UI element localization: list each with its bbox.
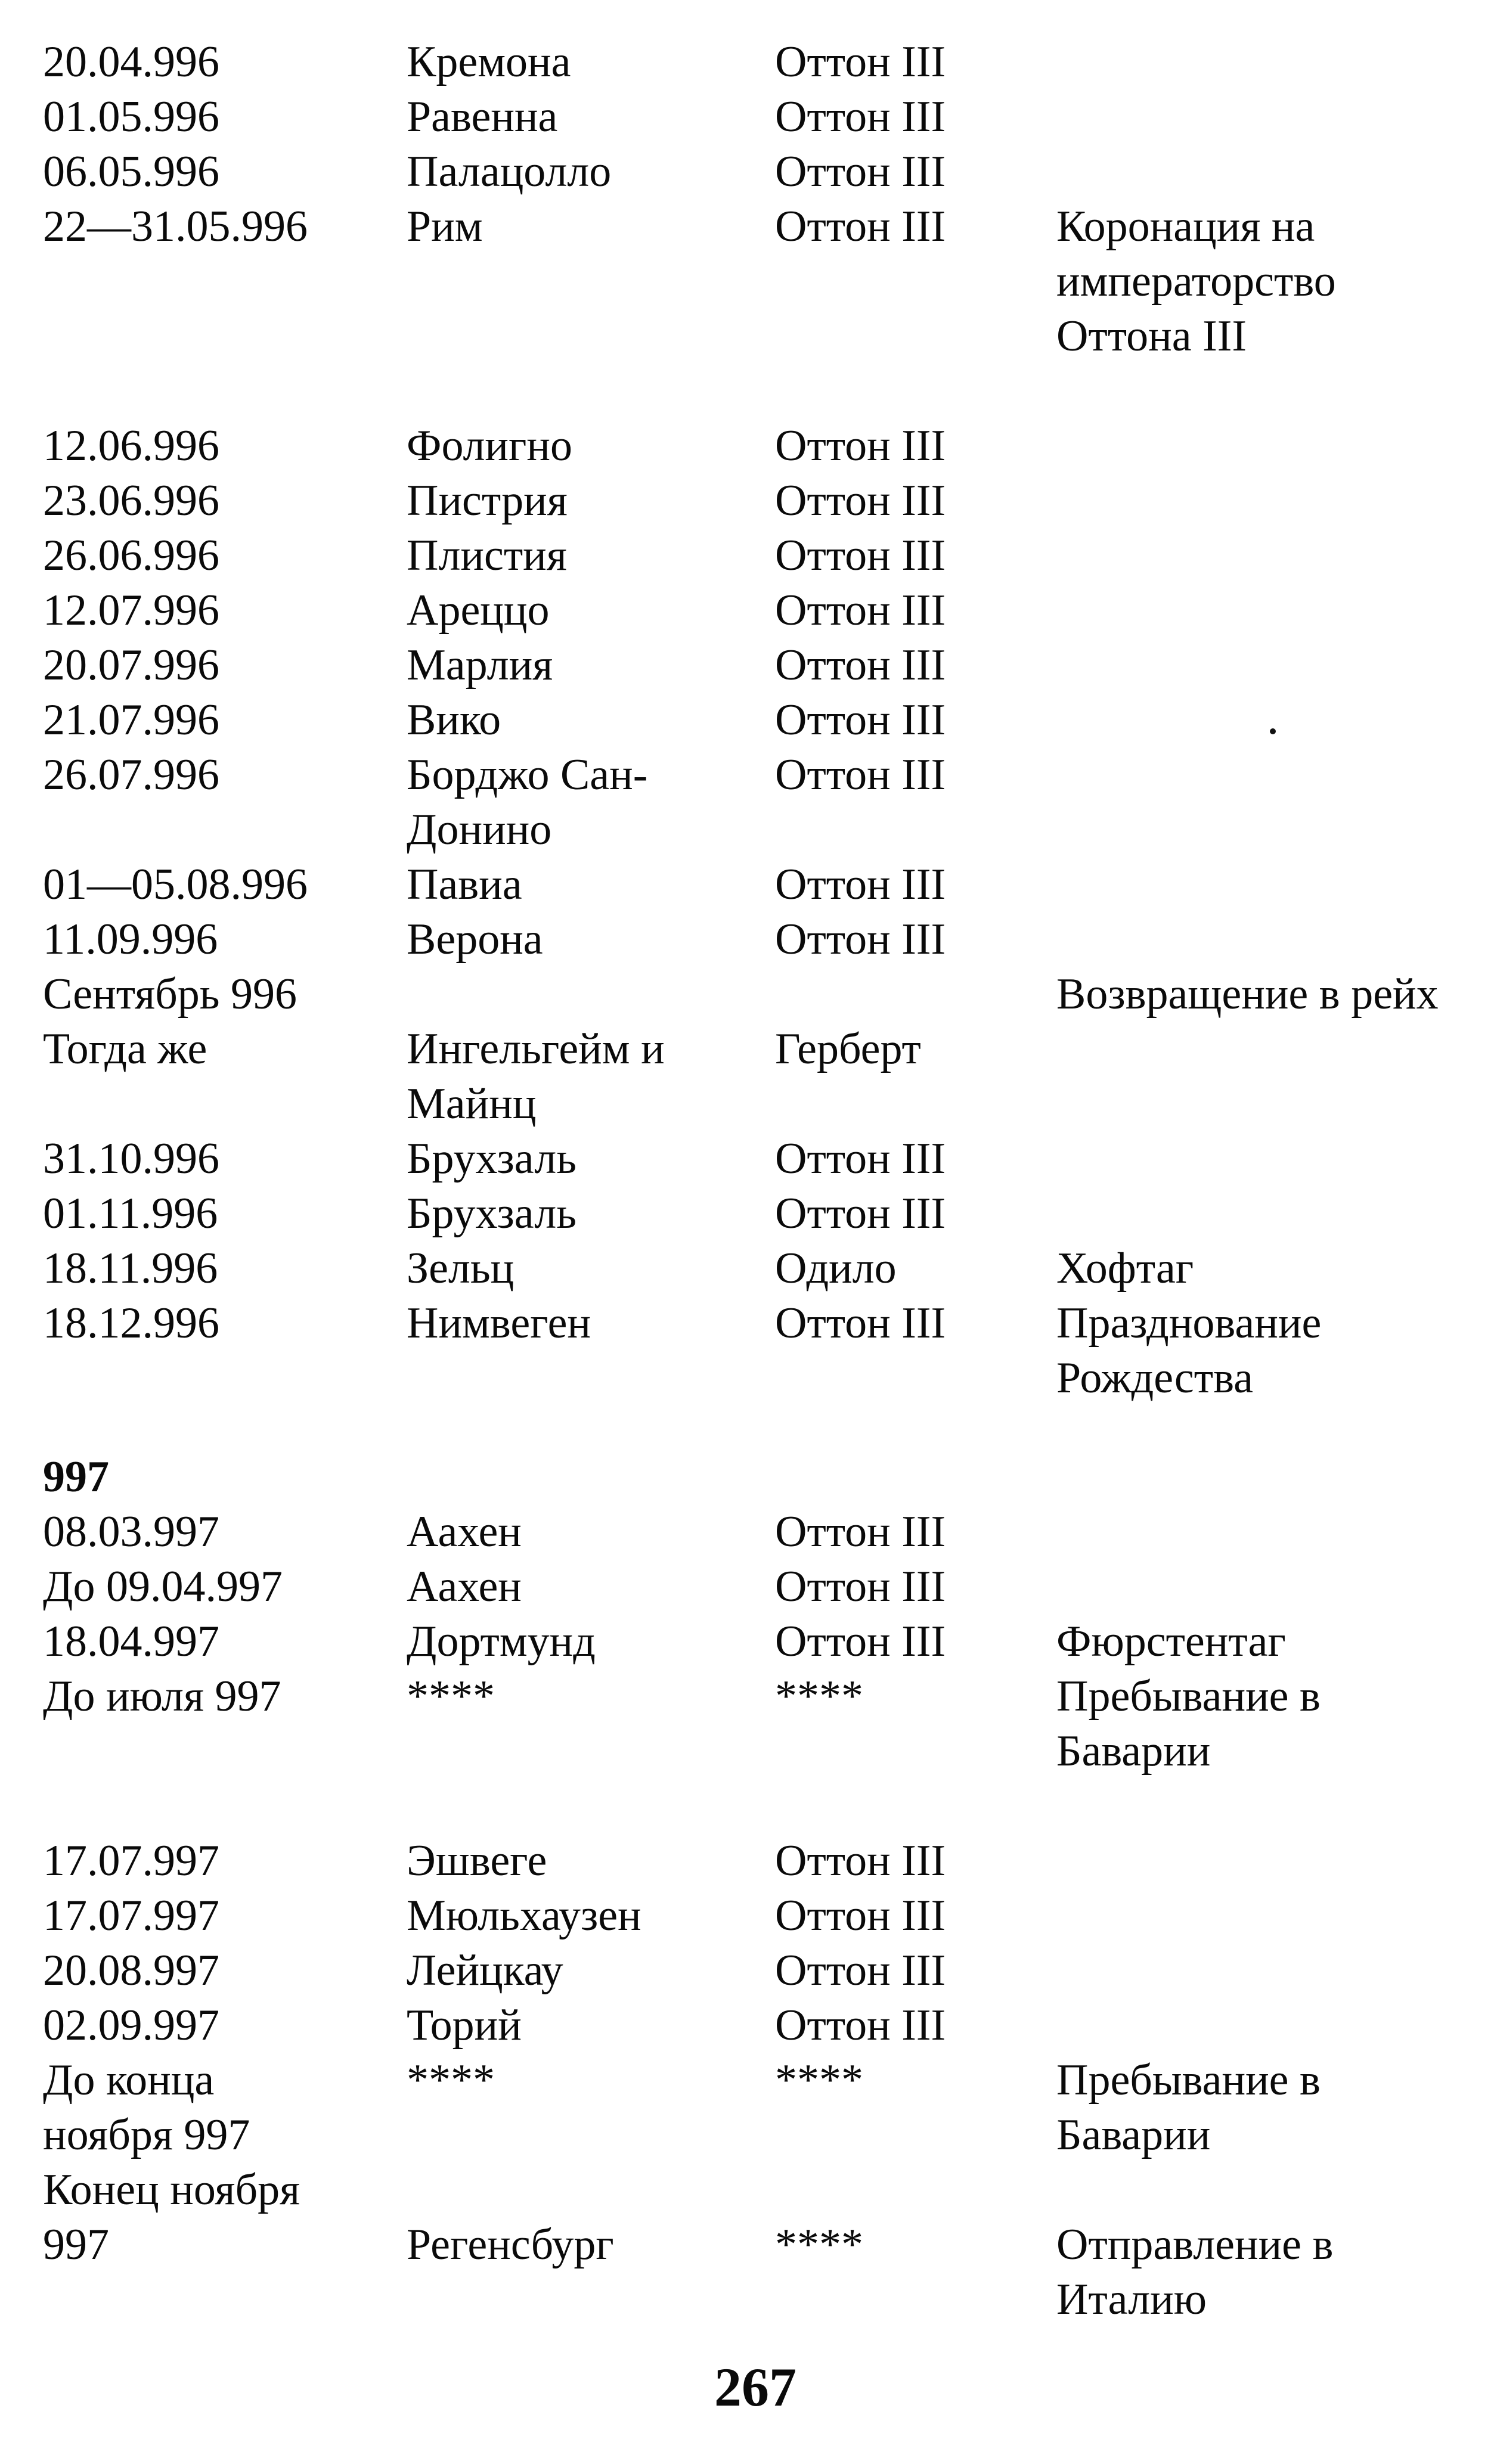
- ink-speck: [1270, 728, 1276, 734]
- table-row: [0, 2108, 1494, 2162]
- table-row: [0, 802, 1494, 857]
- date-cell: ноября 997: [43, 2111, 250, 2159]
- note-cell: Баварии: [1056, 1727, 1211, 1776]
- source-cell: Оттон III: [775, 1836, 946, 1885]
- place-cell: Равенна: [407, 92, 558, 141]
- table-row: [0, 1888, 1494, 1943]
- place-cell: Павиа: [407, 860, 522, 909]
- source-cell: Оттон III: [775, 915, 946, 964]
- source-cell: Оттон III: [775, 421, 946, 470]
- table-row: [0, 1614, 1494, 1669]
- table-row: [0, 2162, 1494, 2217]
- date-cell: 06.05.996: [43, 147, 219, 196]
- place-cell: Эшвеге: [407, 1836, 547, 1885]
- note-cell: Пребывание в: [1056, 2056, 1321, 2105]
- note-cell: Отправление в: [1056, 2220, 1334, 2269]
- table-row: [0, 912, 1494, 967]
- table-row: [0, 199, 1494, 254]
- source-cell: Оттон III: [775, 1946, 946, 1995]
- place-cell: Кремона: [407, 38, 571, 86]
- table-row: [0, 2272, 1494, 2327]
- table-row: [0, 1076, 1494, 1131]
- date-cell: 20.04.996: [43, 38, 219, 86]
- date-cell: 18.04.997: [43, 1617, 219, 1666]
- source-cell: Оттон III: [775, 860, 946, 909]
- place-cell: Аахен: [407, 1562, 522, 1611]
- table-row: [0, 747, 1494, 802]
- date-cell: 17.07.997: [43, 1891, 219, 1940]
- note-cell: Возвращение в рейх: [1056, 970, 1439, 1019]
- date-cell: До июля 997: [43, 1672, 281, 1721]
- source-cell: Оттон III: [775, 38, 946, 86]
- table-row: [0, 583, 1494, 638]
- place-cell: Ингельгейм и: [407, 1025, 665, 1073]
- date-cell: 31.10.996: [43, 1134, 219, 1183]
- date-cell: 01—05.08.996: [43, 860, 308, 909]
- date-cell: 01.05.996: [43, 92, 219, 141]
- source-cell: Оттон III: [775, 1299, 946, 1348]
- table-row: [0, 1022, 1494, 1076]
- place-cell: Торий: [407, 2001, 522, 2050]
- table-row: [0, 1943, 1494, 1998]
- note-cell: Баварии: [1056, 2111, 1211, 2159]
- date-cell: До 09.04.997: [43, 1562, 283, 1611]
- table-row: [0, 1131, 1494, 1186]
- date-cell: 01.11.996: [43, 1189, 218, 1238]
- source-cell: Одило: [775, 1244, 897, 1293]
- table-row: [0, 309, 1494, 364]
- place-cell: Аахен: [407, 1507, 522, 1556]
- table-row: [0, 1504, 1494, 1559]
- date-cell: 18.12.996: [43, 1299, 219, 1348]
- table-row: [0, 1724, 1494, 1779]
- table-row: [0, 1669, 1494, 1724]
- table-row: [0, 1833, 1494, 1888]
- source-cell: ****: [775, 2220, 863, 2269]
- table-row: [0, 1241, 1494, 1296]
- date-cell: Конец ноября: [43, 2165, 300, 2214]
- place-cell: Лейцкау: [407, 1946, 563, 1995]
- place-cell: Майнц: [407, 1079, 537, 1128]
- place-cell: Пистрия: [407, 476, 568, 525]
- source-cell: Оттон III: [775, 1134, 946, 1183]
- date-cell: 12.06.996: [43, 421, 219, 470]
- source-cell: Оттон III: [775, 586, 946, 635]
- note-cell: Оттона III: [1056, 312, 1247, 361]
- place-cell: Брухзаль: [407, 1134, 576, 1183]
- table-row: [0, 89, 1494, 144]
- page-number: 267: [714, 2357, 796, 2418]
- table-row: [0, 1559, 1494, 1614]
- place-cell: Дортмунд: [407, 1617, 596, 1666]
- place-cell: Палацолло: [407, 147, 612, 196]
- source-cell: Герберт: [775, 1025, 921, 1073]
- source-cell: Оттон III: [775, 1507, 946, 1556]
- date-cell: 12.07.996: [43, 586, 219, 635]
- place-cell: Марлия: [407, 641, 553, 690]
- note-cell: Празднование: [1056, 1299, 1322, 1348]
- table-row: [0, 967, 1494, 1022]
- date-cell: 997: [43, 2220, 109, 2269]
- place-cell: Нимвеген: [407, 1299, 591, 1348]
- table-row: [0, 2217, 1494, 2272]
- place-cell: Вико: [407, 696, 501, 744]
- date-cell: 26.07.996: [43, 750, 219, 799]
- date-cell: 20.08.997: [43, 1946, 219, 1995]
- date-cell: 26.06.996: [43, 531, 219, 580]
- source-cell: Оттон III: [775, 147, 946, 196]
- note-cell: Коронация на: [1056, 202, 1315, 251]
- place-cell: Рим: [407, 202, 483, 251]
- source-cell: Оттон III: [775, 1189, 946, 1238]
- source-cell: Оттон III: [775, 202, 946, 251]
- date-cell: Тогда же: [43, 1025, 207, 1073]
- source-cell: Оттон III: [775, 92, 946, 141]
- place-cell: Регенсбург: [407, 2220, 614, 2269]
- place-cell: Ареццо: [407, 586, 550, 635]
- place-cell: Верона: [407, 915, 543, 964]
- note-cell: Хофтаг: [1056, 1244, 1194, 1293]
- place-cell: Мюльхаузен: [407, 1891, 641, 1940]
- place-cell: Плистия: [407, 531, 567, 580]
- table-row: [0, 1186, 1494, 1241]
- date-cell: 20.07.996: [43, 641, 219, 690]
- note-cell: Пребывание в: [1056, 1672, 1321, 1721]
- place-cell: ****: [407, 1672, 495, 1721]
- note-cell: императорство: [1056, 257, 1336, 306]
- place-cell: Борджо Сан-: [407, 750, 648, 799]
- table-row: [0, 144, 1494, 199]
- year-heading: 997: [43, 1453, 109, 1501]
- place-cell: ****: [407, 2056, 495, 2105]
- place-cell: Донино: [407, 805, 552, 854]
- source-cell: Оттон III: [775, 696, 946, 744]
- table-row: [0, 254, 1494, 309]
- date-cell: 18.11.996: [43, 1244, 218, 1293]
- table-row: [0, 1296, 1494, 1351]
- source-cell: Оттон III: [775, 1891, 946, 1940]
- table-row: [0, 35, 1494, 89]
- date-cell: 02.09.997: [43, 2001, 219, 2050]
- table-row: [0, 2053, 1494, 2108]
- table-row: [0, 1351, 1494, 1405]
- table-row: [0, 857, 1494, 912]
- source-cell: Оттон III: [775, 641, 946, 690]
- note-cell: Италию: [1056, 2275, 1207, 2324]
- table-row: [0, 418, 1494, 473]
- date-cell: 22—31.05.996: [43, 202, 308, 251]
- source-cell: Оттон III: [775, 750, 946, 799]
- note-cell: Рождества: [1056, 1354, 1253, 1402]
- date-cell: Сентябрь 996: [43, 970, 297, 1019]
- date-cell: 21.07.996: [43, 696, 219, 744]
- date-cell: 23.06.996: [43, 476, 219, 525]
- date-cell: 08.03.997: [43, 1507, 219, 1556]
- table-row: [0, 693, 1494, 747]
- source-cell: Оттон III: [775, 1562, 946, 1611]
- table-row: [0, 473, 1494, 528]
- place-cell: Зельц: [407, 1244, 514, 1293]
- date-cell: До конца: [43, 2056, 215, 2105]
- place-cell: Брухзаль: [407, 1189, 576, 1238]
- source-cell: Оттон III: [775, 531, 946, 580]
- date-cell: 11.09.996: [43, 915, 218, 964]
- date-cell: 17.07.997: [43, 1836, 219, 1885]
- place-cell: Фолигно: [407, 421, 572, 470]
- table-row: [0, 1998, 1494, 2053]
- table-row: [0, 638, 1494, 693]
- source-cell: Оттон III: [775, 1617, 946, 1666]
- source-cell: Оттон III: [775, 476, 946, 525]
- source-cell: Оттон III: [775, 2001, 946, 2050]
- source-cell: ****: [775, 2056, 863, 2105]
- source-cell: ****: [775, 1672, 863, 1721]
- table-row: [0, 528, 1494, 583]
- note-cell: Фюрстентаг: [1056, 1617, 1286, 1666]
